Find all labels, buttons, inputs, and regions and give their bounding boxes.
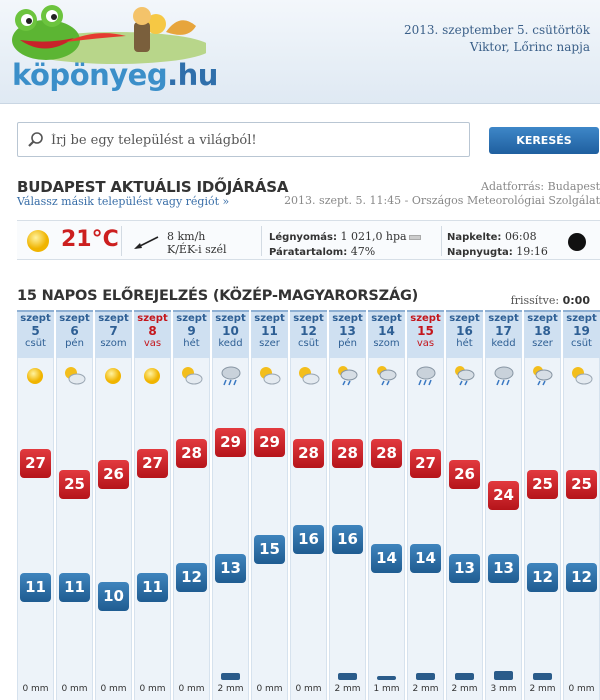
forecast-day-header (56, 310, 93, 358)
forecast-day[interactable] (329, 310, 366, 700)
pressure-value: 1 021,0 hpa (340, 230, 407, 243)
high-temp-badge: 26 (98, 460, 129, 489)
low-temp-badge: 10 (98, 582, 129, 611)
day-number: 8 (148, 324, 157, 338)
divider (121, 226, 122, 256)
day-month: szept (566, 313, 597, 324)
high-temp-badge: 25 (59, 470, 90, 499)
day-month: szept (449, 313, 480, 324)
forecast-day-body (368, 358, 405, 700)
low-temp-badge: 13 (215, 554, 246, 583)
forecast-day-body (407, 358, 444, 700)
data-source (284, 180, 600, 208)
forecast-day-body (17, 358, 54, 700)
forecast-day-body (251, 358, 288, 700)
pressure-humidity (269, 230, 421, 260)
humidity-value: 47% (350, 245, 376, 258)
day-weekday: szer (532, 338, 553, 349)
sun-cloud-icon (62, 364, 87, 388)
forecast-day-header (563, 310, 600, 358)
forecast-day-body (446, 358, 483, 700)
high-temp-badge: 28 (332, 439, 363, 468)
day-number: 5 (31, 324, 40, 338)
rain-amount: 2 mm (529, 684, 556, 694)
forecast-grid (17, 310, 600, 700)
source-time: 2013. szept. 5. 11:45 - Országos Meteorológiai Szolgálat (284, 194, 600, 207)
forecast-day[interactable] (212, 310, 249, 700)
low-temp-badge: 14 (410, 544, 441, 573)
high-temp-badge: 27 (410, 449, 441, 478)
sun-cloud-rain-icon (452, 364, 477, 388)
day-number: 10 (222, 324, 239, 338)
sun-cloud-icon (257, 364, 282, 388)
sunrise-value: 06:08 (504, 230, 537, 243)
rain-amount: 2 mm (334, 684, 361, 694)
forecast-day-header (524, 310, 561, 358)
high-temp-badge: 27 (20, 449, 51, 478)
day-weekday: szom (373, 338, 400, 349)
header-date (404, 22, 590, 56)
current-weather-title: BUDAPEST AKTUÁLIS IDŐJÁRÁSA (17, 178, 289, 196)
wind-speed: 8 km/h (167, 230, 206, 243)
day-number: 18 (534, 324, 551, 338)
rain-amount: 2 mm (412, 684, 439, 694)
forecast-day-body (95, 358, 132, 700)
logo-text-main: köpönyeg (12, 58, 168, 92)
site-header (0, 0, 600, 104)
day-number: 15 (417, 324, 434, 338)
nameday: Viktor, Lőrinc napja (469, 40, 590, 54)
change-location-link[interactable]: Válassz másik települést vagy régiót » (17, 195, 230, 208)
rain-amount: 0 mm (295, 684, 322, 694)
wind-direction: K/ÉK-i szél (167, 243, 227, 256)
forecast-day-header (251, 310, 288, 358)
low-temp-badge: 11 (137, 573, 168, 602)
sun-icon (26, 229, 50, 253)
forecast-day-header (212, 310, 249, 358)
forecast-day[interactable] (368, 310, 405, 700)
forecast-day-header (407, 310, 444, 358)
day-number: 16 (456, 324, 473, 338)
day-weekday: szom (100, 338, 127, 349)
day-number: 17 (495, 324, 512, 338)
day-month: szept (59, 313, 90, 324)
day-number: 12 (300, 324, 317, 338)
sunset-label: Napnyugta: (447, 247, 513, 258)
high-temp-badge: 28 (371, 439, 402, 468)
cloud-rain-icon (413, 364, 438, 388)
forecast-day[interactable] (290, 310, 327, 700)
sunset-value: 19:16 (516, 245, 548, 258)
day-weekday: pén (65, 338, 84, 349)
day-month: szept (527, 313, 558, 324)
sun-times (447, 230, 548, 260)
day-month: szept (293, 313, 324, 324)
forecast-day[interactable] (563, 310, 600, 700)
day-weekday: vas (143, 338, 162, 349)
day-number: 13 (339, 324, 356, 338)
day-weekday: hét (456, 338, 473, 349)
forecast-day[interactable] (251, 310, 288, 700)
low-temp-badge: 15 (254, 535, 285, 564)
low-temp-badge: 16 (293, 525, 324, 554)
forecast-day[interactable] (17, 310, 54, 700)
sun-cloud-icon (569, 364, 594, 388)
cloud-rain-icon (491, 364, 516, 388)
rain-amount: 2 mm (217, 684, 244, 694)
forecast-day[interactable] (524, 310, 561, 700)
site-logo[interactable] (12, 58, 218, 92)
day-month: szept (137, 313, 168, 324)
day-weekday: kedd (491, 338, 516, 349)
pressure-label: Légnyomás: (269, 232, 337, 243)
day-weekday: hét (183, 338, 200, 349)
rain-amount: 0 mm (100, 684, 127, 694)
high-temp-badge: 27 (137, 449, 168, 478)
rain-bar (416, 673, 435, 680)
divider (441, 226, 442, 256)
forecast-day-body (173, 358, 210, 700)
sunrise-label: Napkelte: (447, 232, 502, 243)
high-temp-badge: 25 (566, 470, 597, 499)
sun-cloud-rain-icon (530, 364, 555, 388)
source-location: Adatforrás: Budapest (481, 180, 600, 193)
rain-bar (221, 673, 240, 680)
wind-info (167, 230, 227, 256)
current-weather-panel (17, 220, 600, 260)
low-temp-badge: 12 (527, 563, 558, 592)
logo-text-domain: .hu (167, 58, 218, 92)
forecast-day[interactable] (485, 310, 522, 700)
forecast-day-body (524, 358, 561, 700)
rain-amount: 0 mm (61, 684, 88, 694)
forecast-day-header (290, 310, 327, 358)
low-temp-badge: 11 (59, 573, 90, 602)
day-number: 14 (378, 324, 395, 338)
forecast-day-body (134, 358, 171, 700)
forecast-day[interactable] (446, 310, 483, 700)
cloud-rain-icon (218, 364, 243, 388)
new-moon-icon (568, 233, 586, 251)
low-temp-badge: 11 (20, 573, 51, 602)
rain-amount: 3 mm (490, 684, 517, 694)
day-month: szept (98, 313, 129, 324)
day-month: szept (371, 313, 402, 324)
pressure-trend-icon (409, 235, 421, 240)
rain-amount: 2 mm (451, 684, 478, 694)
updated-value: 0:00 (562, 294, 590, 307)
rain-bar (533, 673, 552, 680)
day-weekday: csüt (298, 338, 319, 349)
day-month: szept (254, 313, 285, 324)
sun-cloud-icon (179, 364, 204, 388)
rain-bar (455, 673, 474, 680)
rain-bar (377, 676, 396, 681)
day-month: szept (410, 313, 441, 324)
forecast-day-header (173, 310, 210, 358)
day-number: 19 (573, 324, 590, 338)
wind-direction-icon (132, 233, 162, 251)
sun-cloud-icon (296, 364, 321, 388)
day-weekday: vas (416, 338, 435, 349)
rain-amount: 0 mm (568, 684, 595, 694)
rain-amount: 0 mm (139, 684, 166, 694)
high-temp-badge: 28 (293, 439, 324, 468)
day-month: szept (20, 313, 51, 324)
low-temp-badge: 12 (176, 563, 207, 592)
search-button[interactable]: KERESÉS (489, 127, 599, 154)
forecast-day-header (368, 310, 405, 358)
current-date: 2013. szeptember 5. csütörtök (403, 23, 590, 37)
high-temp-badge: 25 (527, 470, 558, 499)
day-month: szept (488, 313, 519, 324)
current-temperature: 21°C (61, 227, 119, 252)
sun-cloud-rain-icon (374, 364, 399, 388)
forecast-day-header (95, 310, 132, 358)
sun-icon (23, 364, 48, 388)
forecast-day[interactable] (56, 310, 93, 700)
forecast-day[interactable] (173, 310, 210, 700)
day-weekday: pén (338, 338, 357, 349)
day-weekday: csüt (571, 338, 592, 349)
low-temp-badge: 14 (371, 544, 402, 573)
search-box (17, 122, 470, 157)
day-number: 7 (109, 324, 118, 338)
day-number: 9 (187, 324, 196, 338)
high-temp-badge: 28 (176, 439, 207, 468)
humidity-label: Páratartalom: (269, 247, 348, 258)
day-month: szept (332, 313, 363, 324)
day-weekday: szer (259, 338, 280, 349)
day-month: szept (215, 313, 246, 324)
forecast-day-body (485, 358, 522, 700)
rain-amount: 0 mm (256, 684, 283, 694)
low-temp-badge: 13 (488, 554, 519, 583)
forecast-day-header (485, 310, 522, 358)
forecast-day-body (212, 358, 249, 700)
low-temp-badge: 12 (566, 563, 597, 592)
rain-bar (338, 673, 357, 680)
search-input[interactable] (51, 127, 461, 153)
day-month: szept (176, 313, 207, 324)
day-weekday: kedd (218, 338, 243, 349)
forecast-day-body (56, 358, 93, 700)
day-weekday: csüt (25, 338, 46, 349)
forecast-day-header (329, 310, 366, 358)
search-icon (27, 131, 45, 149)
logo-frog-icon[interactable] (6, 2, 206, 64)
high-temp-badge: 29 (215, 428, 246, 457)
forecast-day[interactable] (95, 310, 132, 700)
day-number: 11 (261, 324, 278, 338)
low-temp-badge: 16 (332, 525, 363, 554)
forecast-day[interactable] (407, 310, 444, 700)
forecast-day-header (446, 310, 483, 358)
updated-label: frissítve: (510, 294, 560, 307)
forecast-updated (511, 294, 590, 307)
high-temp-badge: 24 (488, 481, 519, 510)
high-temp-badge: 26 (449, 460, 480, 489)
low-temp-badge: 13 (449, 554, 480, 583)
day-number: 6 (70, 324, 79, 338)
sun-cloud-rain-icon (335, 364, 360, 388)
rain-bar (494, 671, 513, 681)
forecast-day-body (563, 358, 600, 700)
forecast-title: 15 NAPOS ELŐREJELZÉS (KÖZÉP-MAGYARORSZÁG) (17, 288, 419, 304)
high-temp-badge: 29 (254, 428, 285, 457)
rain-amount: 0 mm (178, 684, 205, 694)
forecast-day-header (134, 310, 171, 358)
sun-icon (140, 364, 165, 388)
rain-amount: 0 mm (22, 684, 49, 694)
sun-icon (101, 364, 126, 388)
divider (261, 226, 262, 256)
rain-amount: 1 mm (373, 684, 400, 694)
forecast-day-header (17, 310, 54, 358)
forecast-day[interactable] (134, 310, 171, 700)
